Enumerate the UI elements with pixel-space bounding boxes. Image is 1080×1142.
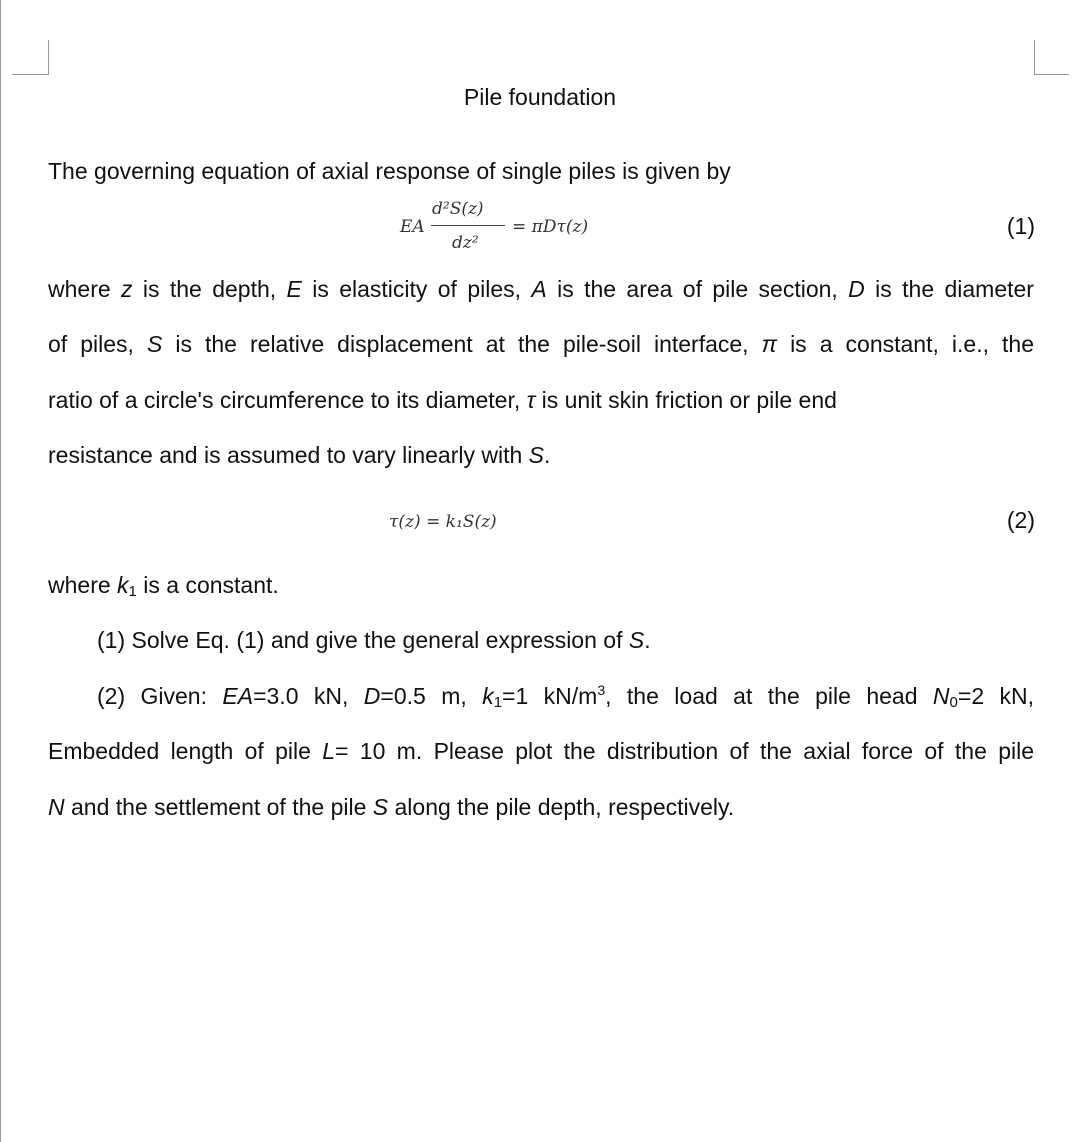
page-title: Pile foundation: [463, 84, 617, 110]
eq1-numerator: d²S(z): [432, 199, 484, 219]
intro-text: The governing equation of axial response of single piles is given by: [48, 158, 731, 184]
equation-2: τ(z) = k₁S(z): [389, 512, 497, 532]
para1-line1: where z is the depth, E is elasticity of piles, A is the area of pile section, D is the diameter: [48, 276, 1034, 302]
eq1-denominator: dz²: [452, 233, 479, 253]
eq2-number: (2): [1006, 507, 1035, 533]
question-2-line1: (2) Given: EA=3.0 kN, D=0.5 m, $k_1=1$ $kN/m^3$, the load at the pile head $N_0=2$ kN,: [97, 682, 1035, 711]
eq1-number: (1): [1006, 213, 1035, 239]
eq1-rhs: = πDτ(z): [512, 217, 589, 237]
crop-mark-top-left: [12, 40, 49, 75]
page-edge: [0, 0, 1, 1142]
question-1: (1) Solve Eq. (1) and give the general expression of S.: [97, 627, 651, 653]
where-k-line: where $k_1$ is a constant.: [48, 572, 279, 600]
eq1-coef: EA: [400, 217, 425, 237]
para1-line3: ratio of a circle's circumference to its diameter, τ is unit skin friction or pile end: [48, 387, 837, 413]
crop-mark-top-right: [1034, 40, 1069, 75]
eq1-fraction-bar: [431, 225, 505, 226]
question-2-line2: Embedded length of pile L= 10 m. Please plot the distribution of the axial force of the pile: [48, 738, 1034, 764]
para1-line2: of piles, S is the relative displacement at the pile-soil interface, π is a constant, i.e., the: [48, 331, 1034, 357]
question-2-line3: N and the settlement of the pile S along the pile depth, respectively.: [48, 794, 735, 820]
para1-line4: resistance and is assumed to vary linearly with S.: [48, 442, 551, 468]
